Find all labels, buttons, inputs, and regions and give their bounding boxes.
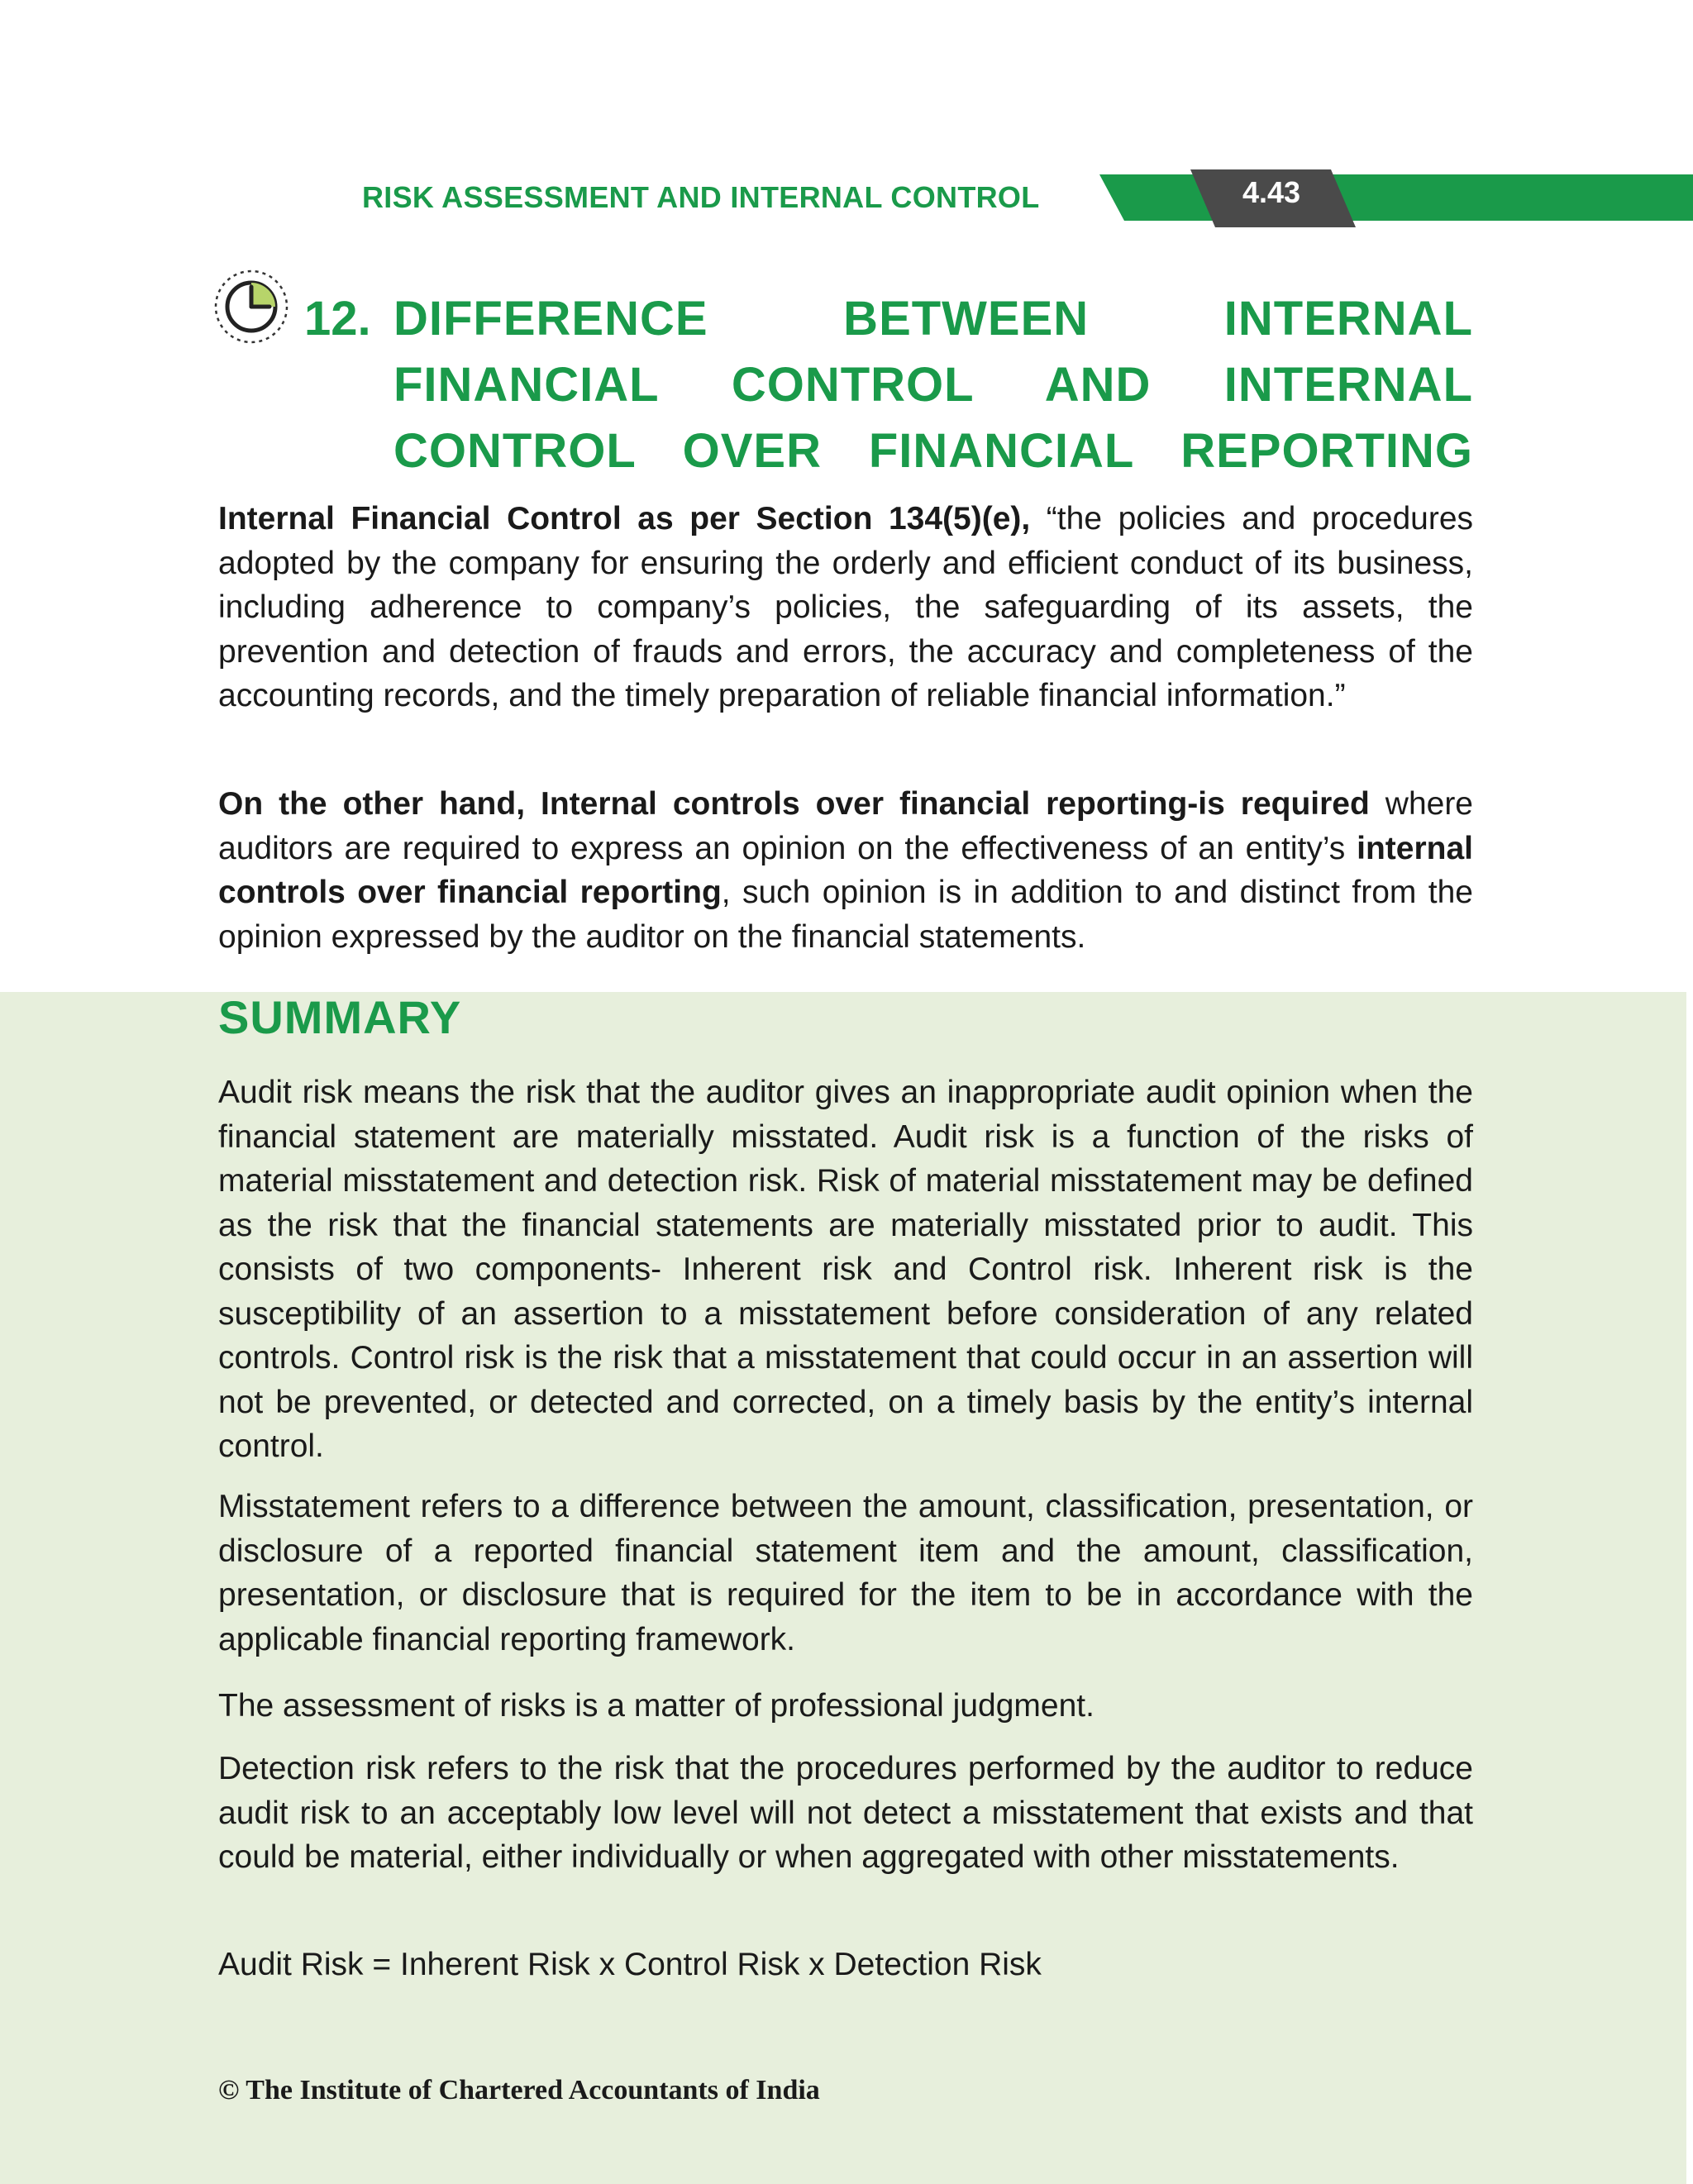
copyright-footer: © The Institute of Chartered Accountants of India xyxy=(218,2075,820,2105)
page-number: 4.43 xyxy=(1242,175,1301,209)
paragraph-icfr-text-1: where auditors are required to express an opinion on the effectiveness of an entity’s xyxy=(218,786,1473,866)
paragraph-ifc-bold: Internal Financial Control as per Section 134(5)(e), xyxy=(218,501,1031,536)
clock-icon xyxy=(213,269,289,345)
paragraph-icfr-bold-2: internal controls over financial reporting xyxy=(218,830,1473,910)
summary-formula: Audit Risk = Inherent Risk x Control Risk x Detection Risk xyxy=(218,1947,1042,1982)
section-heading: DIFFERENCE BETWEEN INTERNAL FINANCIAL CONTROL AND INTERNAL CONTROL OVER FINANCIAL REPORTING xyxy=(393,292,1473,478)
running-header-title: RISK ASSESSMENT AND INTERNAL CONTROL xyxy=(362,180,1040,214)
header-band xyxy=(1099,169,1693,227)
summary-paragraph: Misstatement refers to a difference between the amount, classification, presentation, or disclosure of a reported financial statement item and the amount, classification, presentation, or disclosure that is required for the item to be in accordance with the applicable financial reporting framework. xyxy=(218,1489,1473,1657)
paragraph-icfr xyxy=(218,782,1473,959)
paragraph-icfr-text-2: , such opinion is in addition to and distinct from the opinion expressed by the auditor on the financial statements. xyxy=(218,875,1473,955)
summary-paragraph: The assessment of risks is a matter of professional judgment. xyxy=(218,1688,1094,1724)
summary-heading: SUMMARY xyxy=(218,991,462,1043)
section-number: 12. xyxy=(304,292,371,346)
header-band-green xyxy=(1099,174,1693,221)
summary-paragraph: Audit risk means the risk that the auditor gives an inappropriate audit opinion when the financial statement are materially misstated. Audit risk is a function of the risks of material misstatement and detection risk. Risk of material misstatement may be defined as the risk that the financial statements are materially misstated prior to audit. This consists of two components- Inherent risk and Control risk. Inherent risk is the susceptibility of an assertion to a misstatement before consideration of any related controls. Control risk is the risk that a misstatement that could occur in an assertion will not be prevented, or detected and corrected, on a timely basis by the entity’s internal control. xyxy=(218,1075,1473,1464)
summary-paragraph: Detection risk refers to the risk that the procedures performed by the auditor to reduce audit risk to an acceptably low level will not detect a misstatement that exists and that could be material, either individually or when aggregated with other misstatements. xyxy=(218,1751,1473,1875)
paragraph-ifc-text: “the policies and procedures adopted by the company for ensuring the orderly and efficient conduct of its business, including adherence to company’s policies, the safeguarding of its assets, the prevention and detection of frauds and errors, the accuracy and completeness of the accounting records, and the timely preparation of reliable financial information.” xyxy=(218,501,1474,713)
paragraph-ifc-definition xyxy=(218,497,1473,718)
paragraph-icfr-bold-1: On the other hand, Internal controls over financial reporting-is required xyxy=(218,786,1370,822)
